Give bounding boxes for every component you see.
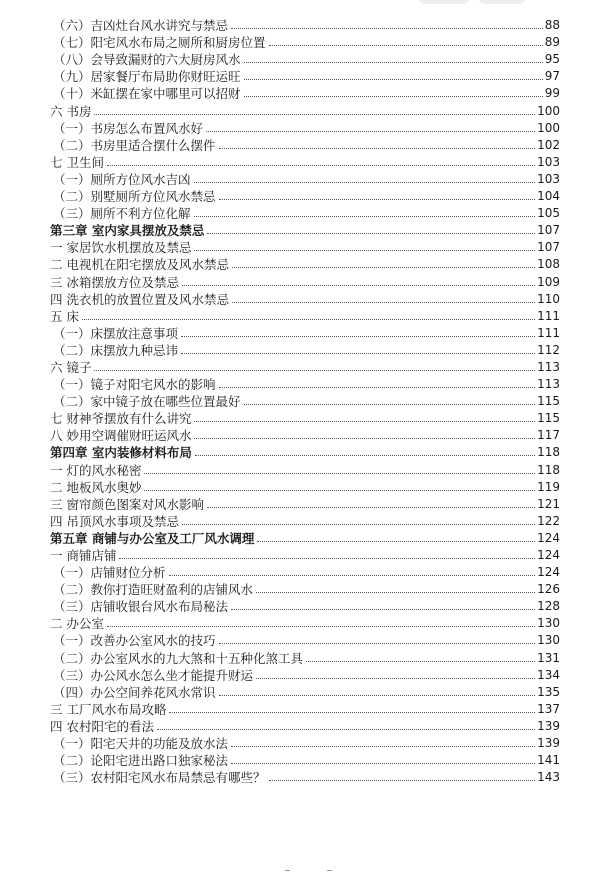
dot-leader [144, 490, 535, 491]
toc-entry-title: （二）家中镜子放在哪些位置最好 [53, 394, 241, 410]
toc-page-number: 124 [537, 548, 560, 562]
toc-entry-title: （三）店铺收银台风水布局秘法 [53, 599, 229, 615]
toc-page-number: 122 [537, 513, 560, 528]
toc-entry-row[interactable] [50, 392, 560, 409]
dot-leader [194, 182, 536, 183]
toc-page-number: 139 [537, 718, 560, 733]
dot-leader [206, 131, 535, 132]
toc-entry-title: （二）别墅厕所方位风水禁忌 [53, 189, 216, 205]
header-tab[interactable] [418, 0, 470, 4]
toc-page-number: 100 [537, 120, 560, 135]
toc-entry-row[interactable] [50, 460, 560, 477]
toc-entry-title: （一）改善办公室风水的技巧 [53, 633, 216, 649]
toc-entry-row[interactable] [50, 204, 560, 221]
dot-leader [219, 148, 536, 149]
toc-entry-row[interactable] [50, 631, 560, 648]
dot-leader [207, 233, 535, 234]
toc-entry-row[interactable] [50, 238, 560, 255]
toc-entry-row[interactable] [50, 290, 560, 307]
toc-page-number: 97 [544, 69, 560, 84]
toc-entry-title: （七）阳宅风水布局之厕所和厨房位置 [53, 35, 266, 51]
dot-leader [232, 267, 535, 268]
toc-entry-title: 四 农村阳宅的看法 [50, 718, 154, 734]
toc-entry-row[interactable] [50, 597, 560, 614]
toc-entry-row[interactable] [50, 33, 560, 50]
dot-leader [244, 79, 543, 80]
toc-entry-row[interactable] [50, 375, 560, 392]
toc-entry-row[interactable] [50, 358, 560, 375]
toc-entry-row[interactable] [50, 666, 560, 683]
toc-entry-title: 四 吊顶风水事项及禁忌 [50, 513, 179, 529]
toc-entry-row[interactable] [50, 341, 560, 358]
toc-entry-title: 第三章 室内家具摆放及禁忌 [50, 223, 205, 239]
cropped-header-strip [0, 0, 615, 14]
dot-leader [219, 643, 536, 644]
dot-leader [231, 609, 535, 610]
toc-entry-title: 第四章 室内装修材料布局 [50, 445, 192, 461]
toc-page-number: 131 [537, 650, 560, 665]
toc-entry-title: （三）农村阳宅风水布局禁忌有哪些？ [53, 770, 266, 786]
toc-entry-title: 一 商铺店铺 [50, 548, 117, 563]
toc-entry-title: （二）论阳宅进出路口独家秘法 [53, 753, 229, 769]
dot-leader [244, 404, 536, 405]
toc-page-number: 113 [537, 377, 560, 392]
dot-leader [194, 216, 536, 217]
toc-page-number: 88 [544, 18, 560, 33]
toc-entry-row[interactable] [50, 563, 560, 580]
dot-leader [231, 763, 535, 764]
dot-leader [244, 96, 543, 97]
toc-page-number: 137 [537, 701, 560, 716]
dot-leader [181, 336, 535, 337]
toc-entry-title: 一 家居饮水机摆放及禁忌 [50, 240, 192, 256]
toc-entry-title: 七 财神爷摆放有什么讲究 [50, 411, 192, 427]
toc-entry-row[interactable] [50, 324, 560, 341]
toc-entry-row[interactable] [50, 512, 560, 529]
toc-chapter-row[interactable] [50, 443, 560, 460]
toc-entry-title: 二 办公室 [50, 616, 104, 632]
page-mark [285, 870, 290, 871]
dot-leader [219, 199, 536, 200]
dot-leader [194, 421, 535, 422]
toc-entry-row[interactable] [50, 580, 560, 597]
toc-page-number: 107 [537, 223, 560, 238]
dot-leader [107, 626, 535, 627]
toc-entry-row[interactable] [50, 734, 560, 751]
dot-leader [231, 28, 543, 29]
toc-entry-title: （二）床摆放九种忌讳 [53, 342, 179, 358]
toc-page-number: 104 [537, 189, 560, 204]
toc-chapter-row[interactable] [50, 529, 560, 546]
toc-entry-row[interactable] [50, 153, 560, 170]
dot-leader [194, 438, 535, 439]
toc-entry-title: 三 冰箱摆放方位及禁忌 [50, 274, 179, 290]
toc-entry-title: （二）书房里适合摆什么摆件 [53, 137, 216, 153]
toc-entry-title: （二）办公室风水的九大煞和十五种化煞工具 [53, 650, 304, 666]
dot-leader [169, 712, 535, 713]
toc-page-number: 118 [537, 462, 560, 477]
toc-page-number: 103 [537, 154, 560, 169]
toc-page-number: 99 [544, 86, 560, 101]
toc-entry-title: （二）教你打造旺财盈利的店铺风水 [53, 582, 254, 598]
dot-leader [232, 302, 535, 303]
toc-entry-title: （八）会导致漏财的六大厨房风水 [53, 52, 241, 68]
dot-leader [269, 45, 543, 46]
dot-leader [181, 353, 535, 354]
toc-entry-row[interactable] [50, 409, 560, 426]
toc-entry-row[interactable] [50, 50, 560, 67]
toc-chapter-row[interactable] [50, 221, 560, 238]
toc-page-number: 128 [537, 599, 560, 614]
toc-entry-title: 三 工厂风水布局攻略 [50, 701, 167, 717]
toc-entry-row[interactable] [50, 648, 560, 665]
toc-page-number: 118 [537, 445, 560, 460]
toc-entry-row[interactable] [50, 700, 560, 717]
toc-entry-row[interactable] [50, 255, 560, 272]
toc-page-number: 89 [544, 35, 560, 50]
toc-entry-title: 八 妙用空调催财旺运风水 [50, 428, 192, 444]
toc-page-number: 130 [537, 633, 560, 648]
dot-leader [94, 114, 535, 115]
toc-page-number: 105 [537, 206, 560, 221]
toc-page-number: 115 [537, 411, 560, 426]
dot-leader [119, 558, 535, 559]
toc-entry-title: （一）厕所方位风水吉凶 [53, 171, 191, 187]
dot-leader [256, 678, 535, 679]
dot-leader [194, 250, 535, 251]
toc-entry-row[interactable] [50, 170, 560, 187]
toc-entry-row[interactable] [50, 717, 560, 734]
toc-page-number: 102 [537, 137, 560, 152]
toc-page-number: 115 [537, 394, 560, 409]
toc-entry-title: （三）办公风水怎么坐才能提升财运 [53, 667, 254, 683]
dot-leader [244, 62, 543, 63]
toc-entry-title: 第五章 商铺与办公室及工厂风水调理 [50, 530, 255, 546]
toc-entry-row[interactable] [50, 119, 560, 136]
dot-leader [231, 746, 535, 747]
toc-entry-title: （十）米缸摆在家中哪里可以招财 [53, 86, 241, 102]
toc-page-number: 111 [537, 308, 560, 323]
toc-entry-title: 六 书房 [50, 103, 92, 119]
toc-page-number: 121 [537, 496, 560, 511]
toc-page-number: 117 [537, 428, 560, 443]
toc-entry-title: 五 床 [50, 308, 79, 324]
toc-entry-title: 一 灯的风水秘密 [50, 462, 142, 478]
toc-entry-title: 四 洗衣机的放置位置及风水禁忌 [50, 291, 229, 307]
dot-leader [82, 319, 535, 320]
toc-page-number: 124 [537, 530, 560, 545]
toc-entry-row[interactable] [50, 426, 560, 443]
toc-entry-row[interactable] [50, 683, 560, 700]
dot-leader [219, 387, 536, 388]
toc-entry-row[interactable] [50, 67, 560, 84]
dot-leader [144, 473, 535, 474]
toc-entry-title: 二 地板风水奥妙 [50, 479, 142, 495]
toc-entry-row[interactable] [50, 187, 560, 204]
dot-leader [182, 285, 535, 286]
toc-page-number: 135 [537, 684, 560, 699]
dot-leader [94, 370, 535, 371]
toc-page-number: 110 [537, 291, 560, 306]
toc-entry-title: 三 窗帘颜色图案对风水影响 [50, 496, 204, 512]
toc-page-number: 141 [537, 753, 560, 768]
toc-page-number: 108 [537, 257, 560, 272]
toc-page-number: 109 [537, 274, 560, 289]
toc-page-number: 143 [537, 770, 560, 785]
toc-page-number: 113 [537, 359, 560, 374]
toc-page-number: 111 [537, 325, 560, 340]
toc-page-number: 107 [537, 240, 560, 255]
dot-leader [182, 524, 535, 525]
toc-entry-row[interactable] [50, 307, 560, 324]
dot-leader [257, 541, 535, 542]
toc-page-number: 124 [537, 565, 560, 580]
toc-entry-title: （一）阳宅天井的功能及放水法 [53, 736, 229, 752]
dot-leader [107, 165, 535, 166]
dot-leader [306, 661, 535, 662]
toc-page-number: 103 [537, 171, 560, 186]
toc-entry-title: （九）居家餐厅布局助你财旺运旺 [53, 69, 241, 85]
toc-entry-title: （一）床摆放注意事项 [53, 325, 179, 341]
toc-entry-title: 七 卫生间 [50, 154, 104, 170]
toc-page-number: 126 [537, 582, 560, 597]
header-tab[interactable] [478, 0, 526, 4]
dot-leader [256, 592, 535, 593]
toc-entry-title: （一）店铺财位分析 [53, 565, 166, 581]
toc-entry-row[interactable] [50, 478, 560, 495]
toc-entry-title: （四）办公空间养花风水常识 [53, 684, 216, 700]
dot-leader [195, 455, 535, 456]
toc-page-number: 95 [544, 52, 560, 67]
toc-entry-title: （一）镜子对阳宅风水的影响 [53, 377, 216, 393]
toc-page-number: 100 [537, 103, 560, 118]
toc-entry-row[interactable] [50, 272, 560, 289]
toc-entry-title: （三）厕所不利方位化解 [53, 206, 191, 222]
toc-page-number: 112 [537, 342, 560, 357]
toc-page-number: 130 [537, 616, 560, 631]
toc-entry-row[interactable] [50, 768, 560, 785]
dot-leader [169, 575, 536, 576]
toc-entry-row[interactable] [50, 495, 560, 512]
toc-entry-title: （六）吉凶灶台风水讲究与禁忌 [53, 18, 229, 34]
dot-leader [269, 780, 536, 781]
page-mark [327, 870, 332, 871]
toc-page-number: 119 [537, 479, 560, 494]
toc-page-number: 139 [537, 736, 560, 751]
toc-entry-row[interactable] [50, 136, 560, 153]
toc-entry-title: 六 镜子 [50, 359, 92, 375]
toc-entry-title: 二 电视机在阳宅摆放及风水禁忌 [50, 257, 229, 273]
toc-entry-row[interactable] [50, 84, 560, 101]
toc-page-number: 134 [537, 667, 560, 682]
toc-entry-row[interactable] [50, 101, 560, 118]
dot-leader [207, 507, 535, 508]
toc-entry-row[interactable] [50, 614, 560, 631]
dot-leader [157, 729, 535, 730]
toc-entry-row[interactable] [50, 546, 560, 563]
table-of-contents [50, 16, 560, 785]
toc-entry-row[interactable] [50, 16, 560, 33]
toc-entry-title: （一）书房怎么布置风水好 [53, 120, 204, 136]
toc-entry-row[interactable] [50, 751, 560, 768]
dot-leader [219, 695, 536, 696]
